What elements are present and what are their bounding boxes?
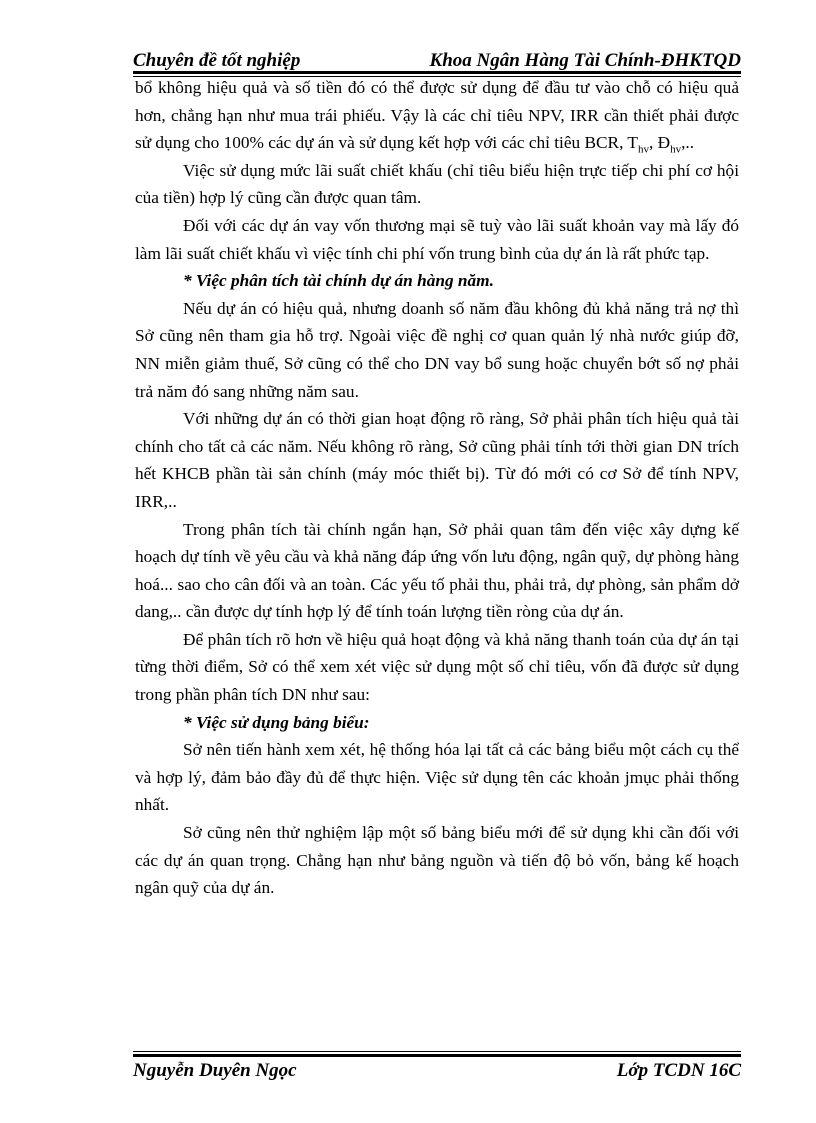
footer-rule-thin [133, 1051, 741, 1052]
paragraph-5: Với những dự án có thời gian hoạt động rõ ràng, Sở phải phân tích hiệu quả tài chính cho tất cả các năm. Nếu không rõ ràng, Sở cũng phải tính tới thời gian DN trích hết KHCB phần tài sản chính (máy móc thiết bị). Từ đó mới có cơ Sở để tính NPV, IRR,.. [135, 409, 739, 511]
header-faculty: Khoa Ngân Hàng Tài Chính-ĐHKTQD [429, 50, 741, 71]
paragraph-2: Việc sử dụng mức lãi suất chiết khấu (chỉ tiêu biểu hiện trực tiếp chi phí cơ hội của tiền) hợp lý cũng cần được quan tâm. [135, 160, 739, 208]
paragraph-9: Sở cũng nên thử nghiệm lập một số bảng biểu mới để sử dụng khi cần đối với các dự án quan trọng. Chẳng hạn như bảng nguồn và tiến độ bỏ vốn, bảng kế hoạch ngân quỹ của dự án. [135, 823, 739, 898]
subscript-hv-1: hv [637, 143, 649, 156]
paragraph-1 [135, 74, 739, 157]
paragraph-1-end: ,.. [681, 133, 695, 153]
paragraph-4: Nếu dự án có hiệu quả, nhưng doanh số năm đầu không đủ khả năng trả nợ thì Sở cũng nên tham gia hỗ trợ. Ngoài việc đề nghị cơ quan quản lý nhà nước giúp đỡ, NN miễn giảm thuế, Sở cũng có thể cho DN vay bổ sung hoặc chuyển bớt số nợ phải trả năm đó sang những năm sau. [135, 298, 739, 401]
subscript-hv-2: hv [670, 143, 682, 156]
paragraph-6: Trong phân tích tài chính ngắn hạn, Sở phải quan tâm đến việc xây dựng kế hoạch dự tính về yêu cầu và khả năng đáp ứng vốn lưu động, ngân quỹ, dự phòng hàng hoá... sao cho cân đối và an toàn. Các yếu tố phải thu, phải trả, dự phòng, sản phẩm dở dang,.. cần được dự tính hợp lý để tính toán lượng tiền ròng của dự án. [135, 519, 739, 622]
page-body [135, 74, 739, 902]
footer-rule-thick [133, 1054, 741, 1057]
paragraph-1-mid: , Đ [648, 133, 671, 153]
header-document-type: Chuyên đề tốt nghiệp [133, 50, 301, 71]
footer-author: Nguyễn Duyên Ngọc [133, 1060, 297, 1081]
paragraph-1-text: bổ không hiệu quả và số tiền đó có thể được sử dụng để đầu tư vào chỗ có hiệu quả hơn, chẳng hạn như mua trái phiếu. Vậy là các chỉ tiêu NPV, IRR cần thiết phải được sử dụng cho 100% các dự án và sử dụng kết hợp với các chỉ tiêu BCR, T [135, 78, 739, 153]
paragraph-3: Đối với các dự án vay vốn thương mại sẽ tuỳ vào lãi suất khoản vay mà lấy đó làm lãi suất chiết khấu vì việc tính chi phí vốn trung bình của dự án là rất phức tạp. [135, 215, 739, 263]
page-header [133, 44, 741, 72]
section-heading-annual-analysis: * Việc phân tích tài chính dự án hàng năm. [183, 271, 494, 291]
page-footer [133, 1060, 741, 1088]
section-heading-tables: * Việc sử dụng bảng biểu: [183, 712, 370, 732]
footer-class: Lớp TCDN 16C [616, 1060, 741, 1081]
paragraph-8: Sở nên tiến hành xem xét, hệ thống hóa lại tất cả các bảng biểu một cách cụ thể và hợp lý, đảm bảo đầy đủ để thực hiện. Việc sử dụng tên các khoản jmục phải thống nhất. [135, 740, 739, 815]
paragraph-7: Để phân tích rõ hơn về hiệu quả hoạt động và khả năng thanh toán của dự án tại từng thời điểm, Sở có thể xem xét việc sử dụng một số chỉ tiêu, vốn đã được sử dụng trong phần phân tích DN như sau: [135, 629, 739, 705]
